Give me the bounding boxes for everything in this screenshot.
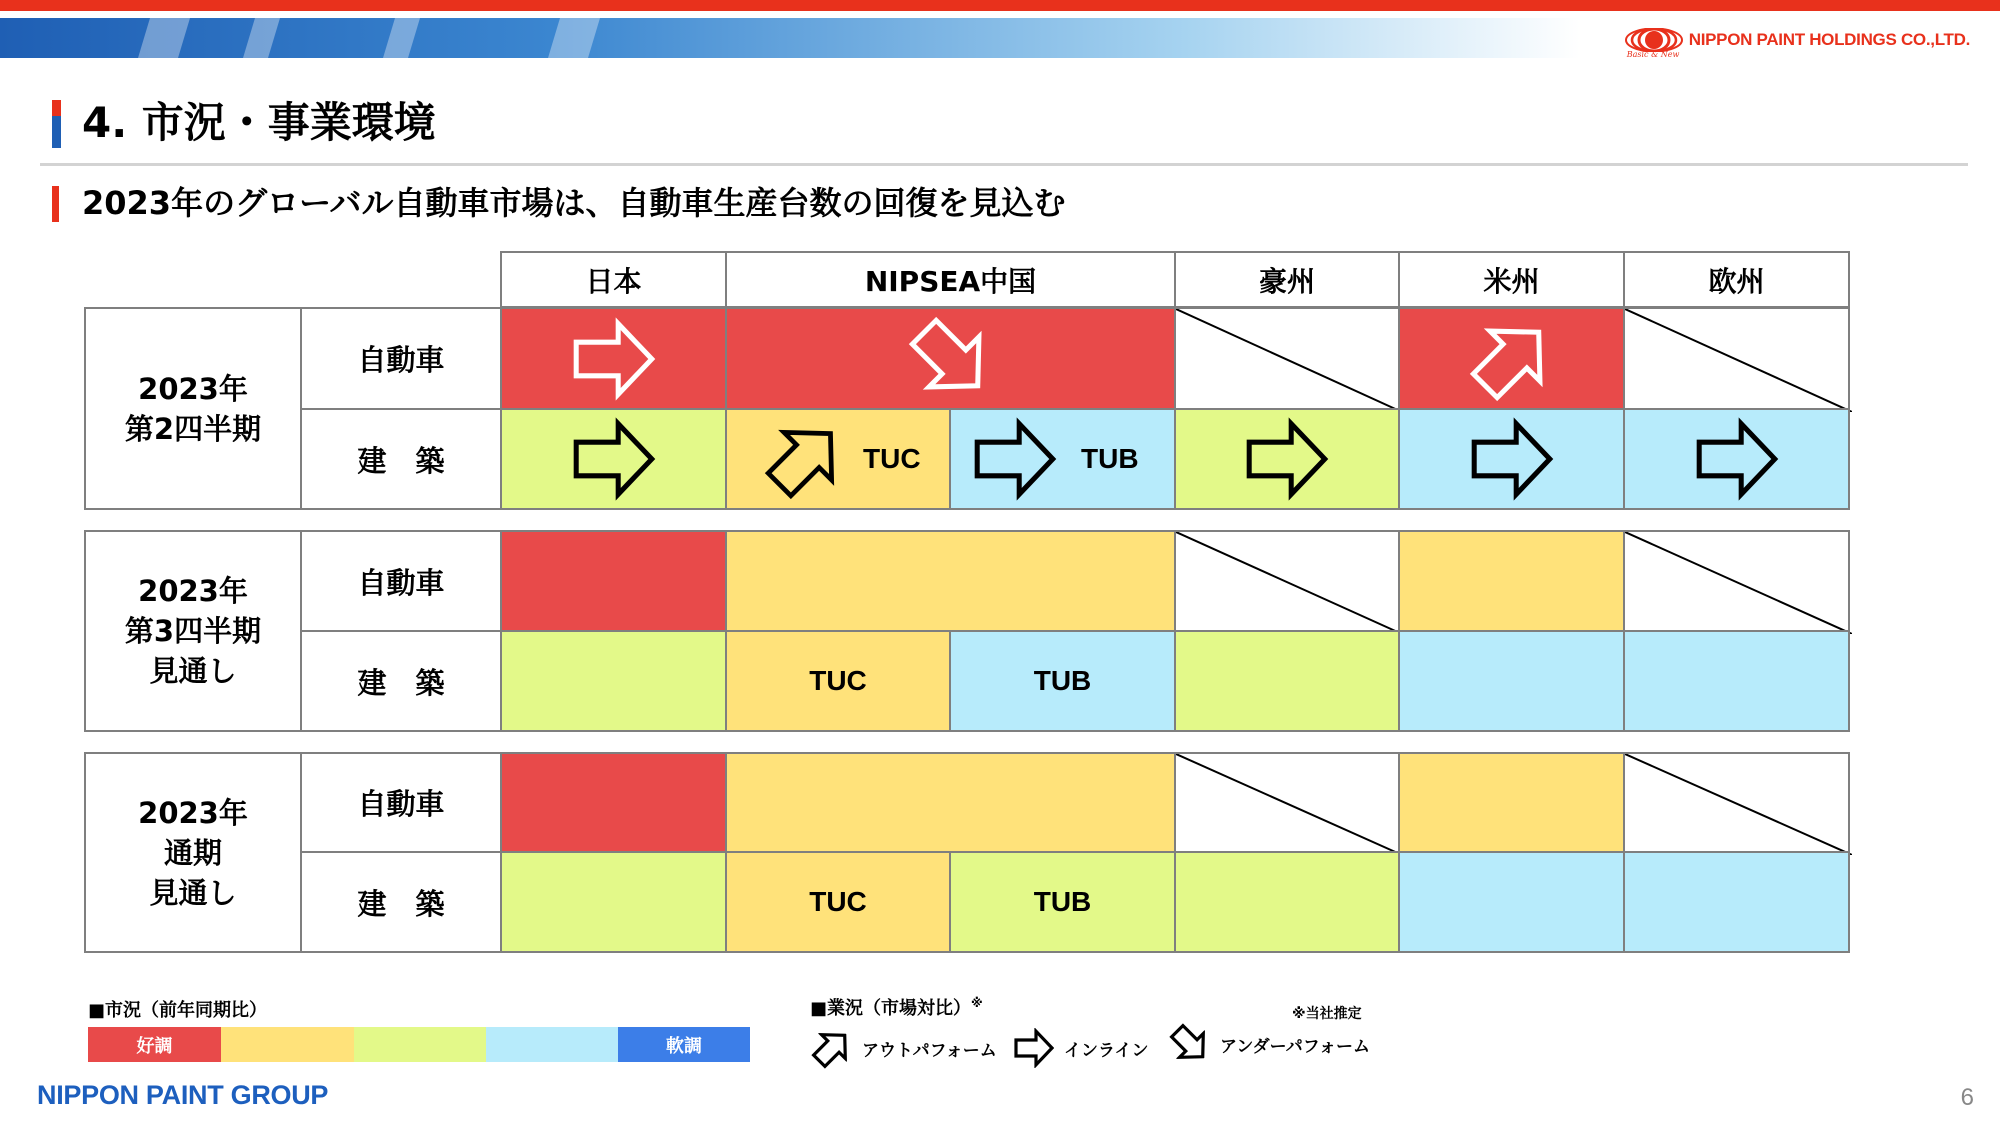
company-logo [1625,28,1970,59]
legend-underperform [1170,1024,1370,1064]
segment-label-construction: 建 築 [300,630,502,732]
inline-arrow-icon [973,417,1057,501]
not-applicable-diagonal [1625,532,1852,634]
q2-auto-nipsea-china [725,307,1176,410]
section-title: 4. 市況・事業環境 [82,98,436,147]
not-applicable-diagonal [1176,532,1402,634]
business-legend-title [810,994,983,1020]
tuc-label: TUC [863,443,921,474]
legend-outperform [812,1028,997,1068]
inline-arrow-icon [1014,1028,1054,1068]
company-logo-text: NIPPON PAINT HOLDINGS CO.,LTD. [1688,30,1970,49]
fy-const-nipsea-tuc [725,851,951,953]
inline-arrow-icon [572,417,656,501]
header-red-line [0,0,2000,11]
period-label-full-year: 2023年 通期 見通し [84,752,302,953]
section-divider [40,163,1968,166]
column-header-australia: 豪州 [1174,251,1400,308]
legend-inline-label: インライン [1064,1040,1149,1061]
legend-swatch-blue [486,1027,618,1062]
legend-weak-label: 軟調 [666,1035,702,1057]
tub-label: TUB [1033,886,1092,917]
inline-arrow-icon [1695,417,1779,501]
section-title-marker [52,100,61,148]
fy-const-nipsea-tub [949,851,1176,953]
tub-label: TUB [1081,443,1139,474]
q2-const-australia [1174,408,1400,510]
outperform-arrow-icon [804,1020,861,1077]
q2-auto-australia-na [1174,307,1400,410]
legend-underperform-label: アンダーパフォーム [1220,1036,1370,1057]
q2-const-nipsea-tub [949,408,1176,510]
column-header-nipsea-china: NIPSEA中国 [725,251,1176,308]
q2-const-europe [1623,408,1850,510]
column-header-japan: 日本 [500,251,727,308]
underperform-arrow-icon [891,299,1010,418]
outperform-arrow-icon [748,402,861,515]
legend-swatch-green [354,1027,486,1062]
column-header-europe: 欧州 [1623,251,1850,308]
q2-const-nipsea-tuc [725,408,951,510]
legend-weak [618,1027,750,1062]
nippon-paint-mark-icon [1625,28,1683,52]
fy-const-japan [500,851,727,953]
legend-good [88,1027,221,1062]
not-applicable-diagonal [1625,309,1852,412]
legend-inline [1014,1028,1149,1068]
q3-const-japan [500,630,727,732]
underperform-arrow-icon [1162,1016,1219,1073]
q3-const-americas [1398,630,1625,732]
inline-arrow-icon [1245,417,1329,501]
fy-auto-australia-na [1174,752,1400,853]
fy-auto-nipsea-china [725,752,1176,853]
not-applicable-diagonal [1176,309,1402,412]
period-label-q3: 2023年 第3四半期 見通し [84,530,302,732]
not-applicable-diagonal [1176,754,1402,855]
tub-label: TUB [1033,665,1092,696]
q3-auto-europe-na [1623,530,1850,632]
fy-auto-japan [500,752,727,853]
fy-const-australia [1174,851,1400,953]
q2-auto-europe-na [1623,307,1850,410]
fy-auto-europe-na [1623,752,1850,853]
tuc-label: TUC [809,665,867,696]
not-applicable-diagonal [1625,754,1852,855]
q3-const-nipsea-tuc [725,630,951,732]
q2-const-americas [1398,408,1625,510]
fy-auto-americas [1398,752,1625,853]
column-header-americas: 米州 [1398,251,1625,308]
logo-tagline: Basic & New [1626,50,1680,59]
fy-const-americas [1398,851,1625,953]
slide-subtitle: 2023年のグローバル自動車市場は、自動車生産台数の回復を見込む [82,184,1066,222]
legend-good-label: 好調 [136,1035,173,1057]
legend-swatch-yellow [221,1027,354,1062]
subtitle-marker [52,186,59,222]
segment-label-automotive: 自動車 [300,530,502,632]
period-label-q2: 2023年 第2四半期 [84,307,302,510]
q3-const-australia [1174,630,1400,732]
inline-arrow-icon [1470,417,1554,501]
group-logo: NIPPON PAINT GROUP [37,1080,329,1110]
inline-arrow-icon [572,317,656,401]
estimate-note: ※当社推定 [1292,1006,1362,1022]
q3-auto-japan [500,530,727,632]
tuc-label: TUC [809,886,867,917]
business-legend-note-mark: ※ [971,996,983,1010]
q2-auto-americas [1398,307,1625,410]
q2-const-japan [500,408,727,510]
segment-label-construction: 建 築 [300,851,502,953]
page-number: 6 [1960,1084,1974,1111]
segment-label-automotive: 自動車 [300,307,502,410]
fy-const-europe [1623,851,1850,953]
q3-auto-australia-na [1174,530,1400,632]
q3-const-nipsea-tub [949,630,1176,732]
segment-label-construction: 建 築 [300,408,502,510]
q3-auto-americas [1398,530,1625,632]
q3-const-europe [1623,630,1850,732]
legend-outperform-label: アウトパフォーム [862,1040,997,1061]
q2-auto-japan [500,307,727,410]
segment-label-automotive: 自動車 [300,752,502,853]
business-legend-title-text: ■業況（市場対比） [810,998,972,1019]
outperform-arrow-icon [1452,299,1571,418]
market-legend-title: ■市況（前年同期比） [88,1000,268,1021]
q3-auto-nipsea-china [725,530,1176,632]
